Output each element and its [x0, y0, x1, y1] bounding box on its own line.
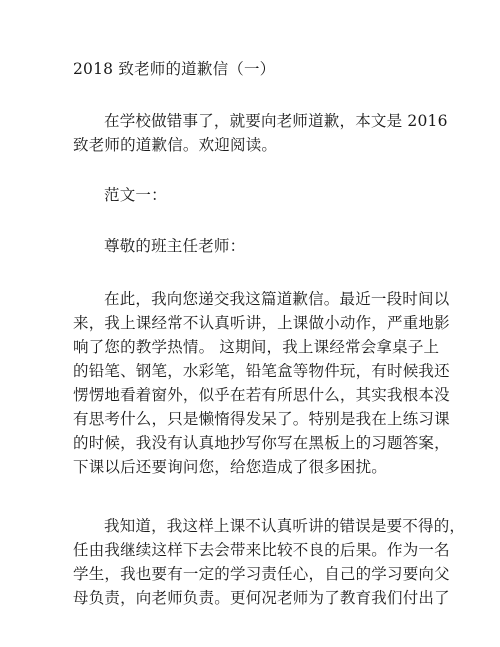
paragraph-line: 在此，我向您递交我这篇道歉信。最近一段时间以 [104, 290, 450, 308]
intro-line: 致老师的道歉信。欢迎阅读。 [73, 136, 278, 154]
intro-line: 在学校做错事了，就要向老师道歉，本文是 2016 [104, 112, 448, 130]
section-heading: 范文一： [104, 186, 167, 204]
paragraph-line: 学生，我也要有一定的学习责任心，自己的学习要向父 [73, 565, 450, 583]
paragraph-line: 的铅笔、钢笔，水彩笔，铅笔盒等物件玩，有时候我还 [73, 362, 450, 380]
paragraph-line: 愣愣地看着窗外，似乎在若有所思什么，其实我根本没 [73, 386, 450, 404]
paragraph-line: 来，我上课经常不认真听讲，上课做小动作，严重地影 [73, 314, 450, 332]
paragraph-line: 响了您的教学热情。 这期间，我上课经常会拿桌子上 [73, 338, 440, 356]
paragraph-line: 我知道，我这样上课不认真听讲的错误是要不得的， [104, 517, 466, 535]
letter-salutation: 尊敬的班主任老师： [104, 237, 246, 255]
paragraph-line: 下课以后还要询问您，给您造成了很多困扰。 [73, 458, 388, 476]
paragraph-line: 任由我继续这样下去会带来比较不良的后果。作为一名 [73, 541, 450, 559]
paragraph-line: 的时候，我没有认真地抄写你写在黑板上的习题答案， [73, 434, 450, 452]
document-title: 2018 致老师的道歉信（一） [73, 60, 276, 78]
paragraph-line: 有思考什么，只是懒惰得发呆了。特别是我在上练习课 [73, 410, 450, 428]
paragraph-line: 母负责，向老师负责。更何况老师为了教育我们付出了 [73, 589, 450, 607]
